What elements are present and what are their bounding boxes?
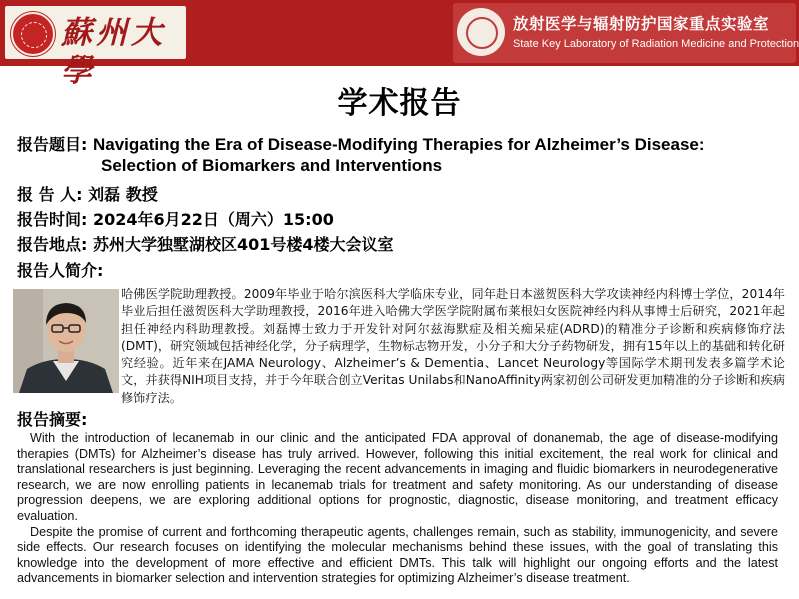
location-value: 苏州大学独墅湖校区401号楼4楼大会议室 xyxy=(92,235,394,254)
topic-row xyxy=(17,132,705,155)
header-banner xyxy=(0,0,799,89)
lab-logo xyxy=(453,3,799,63)
bio-label: 报告人简介: xyxy=(17,261,104,280)
abstract-label: 报告摘要: xyxy=(17,410,88,429)
speaker-value: 刘磊 教授 xyxy=(88,185,158,204)
bio-heading xyxy=(17,258,103,281)
page-title: 学术报告 xyxy=(337,86,462,121)
abstract-heading xyxy=(17,407,87,430)
university-seal-icon xyxy=(11,12,55,56)
location-row xyxy=(17,232,394,255)
speaker-row xyxy=(17,182,158,205)
time-value: 2024年6月22日（周六）15:00 xyxy=(92,210,334,229)
topic-line-2: Selection of Biomarkers and Interventions xyxy=(101,156,443,175)
topic-row-2 xyxy=(101,156,442,176)
lab-name-cn: 放射医学与辐射防护国家重点实验室 xyxy=(513,15,770,33)
abstract-paragraph-2: Despite the promise of current and forthcoming therapeutic agents, challenges remain, such as stability, immunogenicity, and severe side effects. Our research focuses on identifying the molecular mechanisms behind these issues, with the goal of translating this knowledge into the development of more effective and efficient DMTs. This talk will highlight our ongoing efforts and the latest advancements in biomarker selection and intervention strategies for optimizing Alzheimer’s disease treatment. xyxy=(17,524,778,586)
lab-seal-icon xyxy=(457,8,505,56)
topic-label: 报告题目: xyxy=(17,135,88,154)
speaker-portrait-icon xyxy=(13,289,119,393)
lab-name-en: State Key Laboratory of Radiation Medicine and Protection xyxy=(513,38,799,50)
speaker-bio: 哈佛医学院助理教授。2009年毕业于哈尔滨医科大学临床专业，同年赴日本滋贺医科大学攻读神经内科博士学位，2014年毕业后担任滋贺医科大学助理教授，2016年进入哈佛大学医学院附属布莱根妇女医院神经内科从事博士后研究，2021年起担任神经内科助理教授。刘磊博士致力于开发针对阿尔兹海默症及相关痴呆症(ADRD)的精准分子诊断和疾病修饰疗法(DMT)，研究领域包括神经化学，分子病理学，生物标志物开发，小分子和大分子药物研发，拥有15年以上的基础和转化研究经验。近年来在JAMA Neurology、Alzheimer’s & Dementia、Lancet Neurology等国际学术期刊发表多篇学术论文，并获得NIH项目支持，并于今年联合创立Veritas Unilabs和NanoAffinity两家初创公司研发更加精准的分子诊断和疾病修饰疗法。 xyxy=(121,287,785,405)
speaker-photo xyxy=(13,289,119,393)
abstract-paragraph-1: With the introduction of lecanemab in our clinic and the anticipated FDA approval of donanemab, the age of disease-modifying therapies (DMTs) for Alzheimer’s disease has truly arrived. However, following this initial excitement, the real work for clinical and translational researchers is just beginning. Leveraging the recent advancements in imaging and fluidic biomarkers in neurodegenerative research, we are now enrolling patients in lecanemab trials for treatment and safety monitoring. As our understanding of disease progression deepens, we are exploring additional options for prognostic, diagnostic, disease monitoring, and treatment efficacy evaluation. xyxy=(17,431,778,523)
abstract-body xyxy=(17,431,778,587)
topic-line-1: Navigating the Era of Disease-Modifying Therapies for Alzheimer’s Disease: xyxy=(92,135,705,154)
university-logo xyxy=(5,6,186,89)
time-label: 报告时间: xyxy=(17,210,88,229)
speaker-label: 报 告 人: xyxy=(17,185,83,204)
time-row xyxy=(17,207,334,230)
university-name: 蘇州大學 xyxy=(61,15,166,89)
location-label: 报告地点: xyxy=(17,235,88,254)
